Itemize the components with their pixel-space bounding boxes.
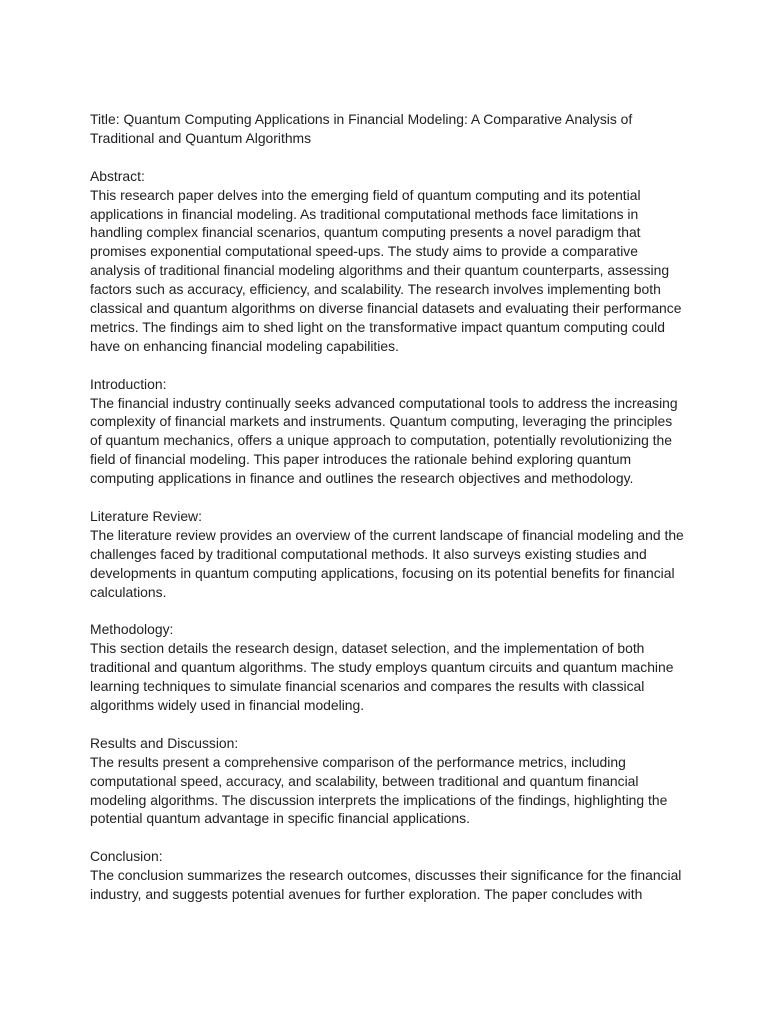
section-heading: Abstract: xyxy=(90,167,145,184)
section-heading: Results and Discussion: xyxy=(90,734,239,751)
document-page xyxy=(90,110,686,923)
section-introduction xyxy=(90,375,686,488)
section-heading: Conclusion: xyxy=(90,848,163,865)
section-conclusion xyxy=(90,847,686,904)
document-title: Title: Quantum Computing Applications in Financial Modeling: A Comparative Analysis of Traditional and Quantum Algorithms xyxy=(90,111,633,146)
section-methodology xyxy=(90,620,686,715)
section-heading: Literature Review: xyxy=(90,507,202,524)
section-literature-review xyxy=(90,507,686,602)
section-body: This section details the research design, dataset selection, and the implementation of both traditional and quantum algorithms. The study employs quantum circuits and quantum machine learning techniques to simulate financial scenarios and compares the results with classical algorithms widely used in financial modeling. xyxy=(90,640,674,714)
section-heading: Methodology: xyxy=(90,621,174,638)
section-abstract xyxy=(90,167,686,356)
section-body: The literature review provides an overview of the current landscape of financial modeling and the challenges faced by traditional computational methods. It also surveys existing studies and developments in quantum computing applications, focusing on its potential benefits for financial calculations. xyxy=(90,526,684,600)
section-body: The conclusion summarizes the research outcomes, discusses their significance for the financial industry, and suggests potential avenues for further exploration. The paper concludes with xyxy=(90,867,682,903)
section-body: The results present a comprehensive comparison of the performance metrics, including computational speed, accuracy, and scalability, between traditional and quantum financial modeling algorithms. The discussion interprets the implications of the findings, highlighting the potential quantum advantage in specific financial applications. xyxy=(90,753,668,827)
section-body: This research paper delves into the emerging field of quantum computing and its potential applications in financial modeling. As traditional computational methods face limitations in handling complex financial scenarios, quantum computing presents a novel paradigm that promises exponential computational speed-ups. The study aims to provide a comparative analysis of traditional financial modeling algorithms and their quantum counterparts, assessing factors such as accuracy, efficiency, and scalability. The research involves implementing both classical and quantum algorithms on diverse financial datasets and evaluating their performance metrics. The findings aim to shed light on the transformative impact quantum computing could have on enhancing financial modeling capabilities. xyxy=(90,186,682,354)
section-results-and-discussion xyxy=(90,734,686,829)
section-body: The financial industry continually seeks advanced computational tools to address the increasing complexity of financial markets and instruments. Quantum computing, leveraging the principles of quantum mechanics, offers a unique approach to computation, potentially revolutionizing the field of financial modeling. This paper introduces the rationale behind exploring quantum computing applications in finance and outlines the research objectives and methodology. xyxy=(90,394,678,487)
section-heading: Introduction: xyxy=(90,375,167,392)
